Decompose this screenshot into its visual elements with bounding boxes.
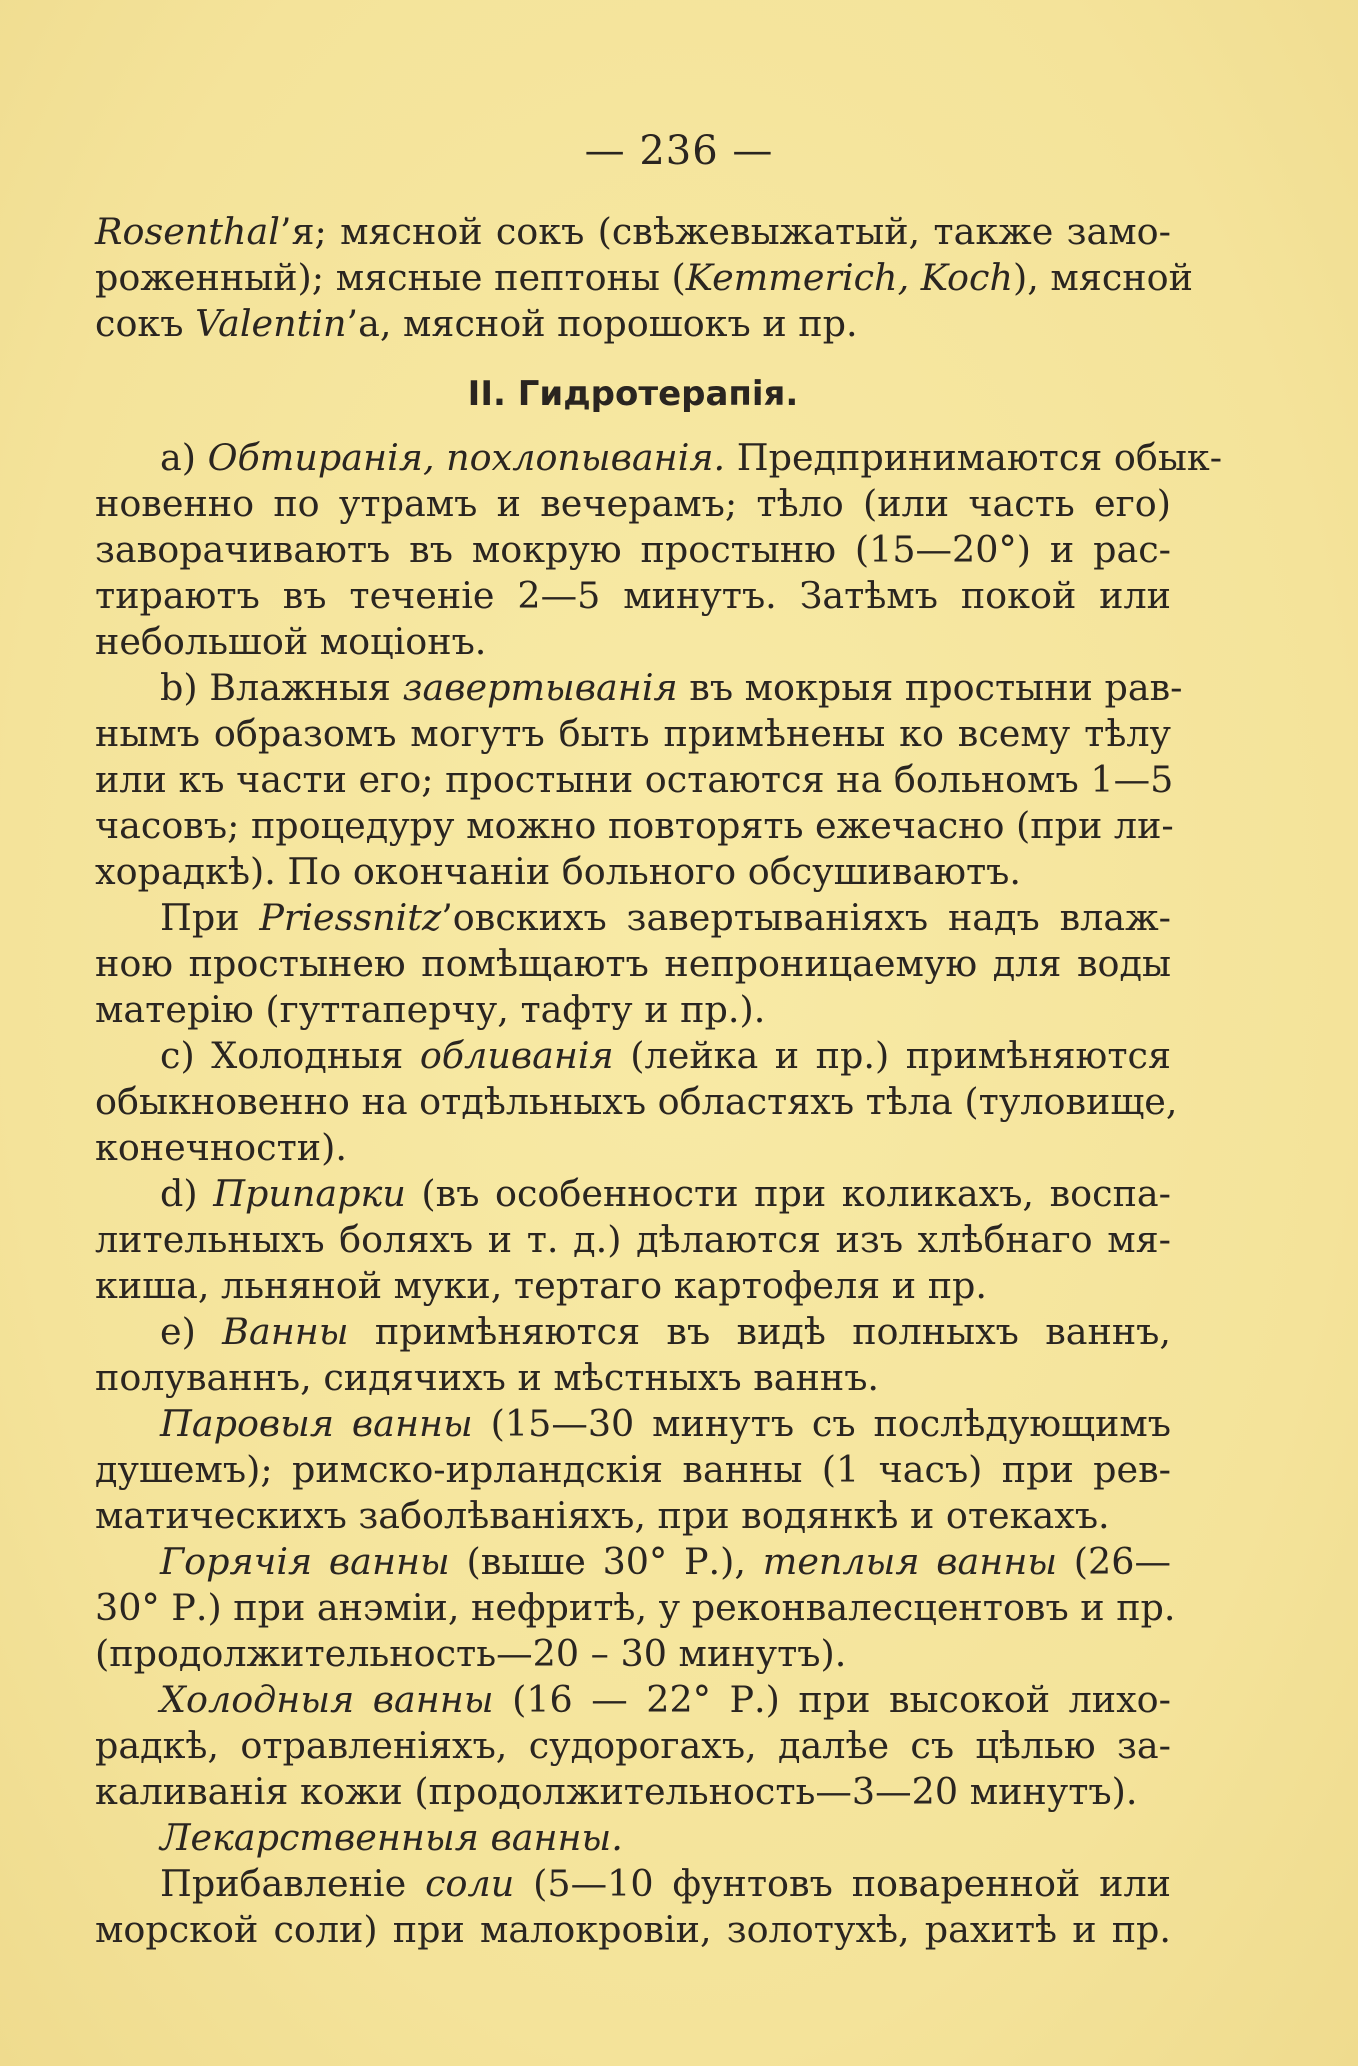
text-line: конечности). — [95, 1126, 347, 1169]
text-line: (продолжительность—20 – 30 минутъ). — [95, 1632, 847, 1675]
text-line: часовъ; процедуру можно повторять ежечасно (при ли- — [95, 804, 1174, 847]
text-line: небольшой моціонъ. — [95, 620, 487, 663]
text-line: Rosenthal’я; мясной сокъ (свѣжевыжатый, также замо- — [95, 210, 1171, 253]
text-line: или къ части его; простыни остаются на больномъ 1—5 — [95, 758, 1174, 801]
text-line: матическихъ заболѣваніяхъ, при водянкѣ и отекахъ. — [95, 1494, 1110, 1537]
text-line: Горячія ванны (выше 30° Р.), теплыя ванны (26— — [160, 1540, 1171, 1583]
text-line: Лекарственныя ванны. — [160, 1816, 623, 1859]
text-line: новенно по утрамъ и вечерамъ; тѣло (или часть его) — [95, 482, 1171, 525]
text-line: заворачиваютъ въ мокрую простыню (15—20°) и рас- — [95, 528, 1171, 571]
text-line: b) Влажныя завертыванія въ мокрыя простыни рав- — [160, 666, 1183, 709]
page-number: — 236 — — [584, 128, 774, 174]
text-line: матерію (гуттаперчу, тафту и пр.). — [95, 988, 766, 1031]
section-heading: II. Гидротерапія. — [467, 374, 799, 414]
text-line: 30° Р.) при анэміи, нефритѣ, у реконвалесцентовъ и пр. — [95, 1586, 1176, 1629]
text-line: радкѣ, отравленіяхъ, судорогахъ, далѣе съ цѣлью за- — [95, 1724, 1171, 1767]
text-line: Паровыя ванны (15—30 минутъ съ послѣдующимъ — [160, 1402, 1171, 1445]
text-line: сокъ Valentin’а, мясной порошокъ и пр. — [95, 302, 858, 345]
text-line: При Priessnitz’овскихъ завертываніяхъ надъ влаж- — [160, 896, 1171, 939]
text-line: роженный); мясные пептоны (Kemmerich, Koch), мясной — [95, 256, 1193, 299]
text-line: e) Ванны примѣняются въ видѣ полныхъ ваннъ, — [160, 1310, 1171, 1353]
text-line: каливанія кожи (продолжительность—3—20 минутъ). — [95, 1770, 1138, 1813]
text-line: нымъ образомъ могутъ быть примѣнены ко всему тѣлу — [95, 712, 1171, 755]
text-line: морской соли) при малокровіи, золотухѣ, рахитѣ и пр. — [95, 1908, 1171, 1951]
text-line: d) Припарки (въ особенности при коликахъ, воспа- — [160, 1172, 1171, 1215]
text-line: Холодныя ванны (16 — 22° Р.) при высокой лихо- — [160, 1678, 1171, 1721]
text-line: Прибавленіе соли (5—10 фунтовъ поваренной или — [160, 1862, 1171, 1905]
text-line: c) Холодныя обливанія (лейка и пр.) примѣняются — [160, 1034, 1171, 1077]
text-line: обыкновенно на отдѣльныхъ областяхъ тѣла (туловище, — [95, 1080, 1178, 1123]
text-line: полуваннъ, сидячихъ и мѣстныхъ ваннъ. — [95, 1356, 880, 1399]
text-line: тираютъ въ теченіе 2—5 минутъ. Затѣмъ покой или — [95, 574, 1171, 617]
text-line: a) Обтиранія, похлопыванія. Предпринимаются обык- — [160, 436, 1223, 479]
text-line: хорадкѣ). По окончаніи больного обсушиваютъ. — [95, 850, 1021, 893]
text-line: лительныхъ боляхъ и т. д.) дѣлаются изъ хлѣбнаго мя- — [95, 1218, 1171, 1261]
text-line: ною простынею помѣщаютъ непроницаемую для воды — [95, 942, 1171, 985]
text-line: киша, льняной муки, тертаго картофеля и пр. — [95, 1264, 988, 1307]
text-line: душемъ); римско-ирландскія ванны (1 часъ) при рев- — [95, 1448, 1171, 1491]
